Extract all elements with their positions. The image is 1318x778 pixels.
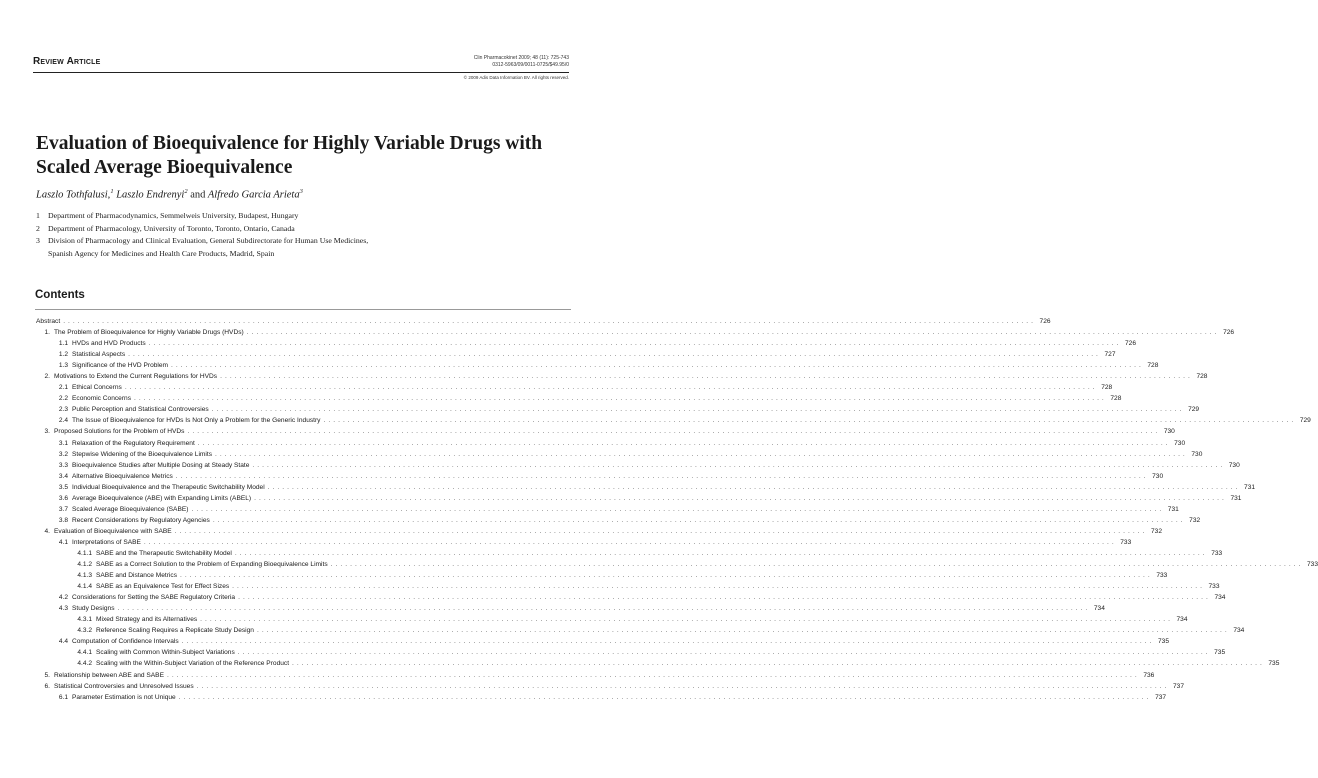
toc-entry-label: Statistical Aspects — [72, 351, 126, 359]
toc-entry-label: Public Perception and Statistical Controversies — [72, 406, 209, 414]
toc-dot-leader: . . . . . . . . . . . . . . . . . . . . . . . . . . . . . . . . . . . . . . . . . . . . . . . . . . . . . . . . . . . . . . . . . . . . . . . . . . . . . . . . . . . . . . . . . . . . . . . . . . . . . . . . . . . . . . . . . . . . . . . . . . . . . . . . . . . . . . . . . . . . . . . . . . . . . . . . . . . . . . . . . . . . . . . . . . . . . . . . . . . . . . . . . . . . . . . . . . . . . . . . — [187, 428, 1158, 436]
toc-dot-leader: . . . . . . . . . . . . . . . . . . . . . . . . . . . . . . . . . . . . . . . . . . . . . . . . . . . . . . . . . . . . . . . . . . . . . . . . . . . . . . . . . . . . . . . . . . . . . . . . . . . . . . . . . . . . . . . . . . . . . . . . . . . . . . . . . . . . . . . . . . . . . . . . . . . . . . . . . . . . . . . . . . . . . . . . . . . . . . . . . . . . . . . . . . . . . . . . . . . . . . . . — [175, 472, 1147, 480]
toc-entry-label: The Problem of Bioequivalence for Highly Variable Drugs (HVDs) — [54, 329, 244, 337]
toc-entry[interactable] — [36, 594, 1226, 605]
toc-entry-page: 736 — [1143, 671, 1155, 679]
toc-entry[interactable] — [36, 428, 1175, 439]
affiliation-text: Division of Pharmacology and Clinical Evaluation, General Subdirectorate for Human Use Medicines, — [48, 236, 369, 245]
toc-entry[interactable] — [36, 549, 1223, 561]
toc-entry-number: 4.1.4 — [77, 583, 92, 591]
toc-entry-number: 3.5 — [58, 483, 68, 491]
toc-entry[interactable] — [36, 461, 1240, 473]
toc-entry-number: 2.4 — [58, 417, 68, 425]
toc-entry[interactable] — [36, 583, 1220, 594]
toc-entry-number: 4.1.2 — [77, 561, 92, 569]
toc-entry-number: 4.1 — [58, 538, 68, 546]
author-name: Laszlo Tothfalusi, — [36, 189, 111, 201]
toc-dot-leader: . . . . . . . . . . . . . . . . . . . . . . . . . . . . . . . . . . . . . . . . . . . . . . . . . . . . . . . . . . . . . . . . . . . . . . . . . . . . . . . . . . . . . . . . . . . . . . . . . . . . . . . . . . . . . . . . . . . . . . . . . . . . . . . . . . . . . . . . . . . . . . . . . . . . . . . . . . . . . . . . . . . . . . . . . . . . . . . . . . . . . . . . . . . . . . . . . . . . . . . . — [180, 572, 1151, 580]
toc-entry[interactable] — [36, 538, 1132, 550]
affiliation-continuation — [36, 248, 576, 261]
toc-entry-label: Significance of the HVD Problem — [72, 362, 169, 370]
author-conjunction: and — [190, 189, 206, 201]
toc-entry-page: 726 — [1125, 340, 1137, 348]
toc-dot-leader: . . . . . . . . . . . . . . . . . . . . . . . . . . . . . . . . . . . . . . . . . . . . . . . . . . . . . . . . . . . . . . . . . . . . . . . . . . . . . . . . . . . . . . . . . . . . . . . . . . . . . . . . . . . . . . . . . . . . . . . . . . . . . . . . . . . . . . . . . . . . . . . . . . . . . . . . . . . . . . . . . . . . . . . . . . . . . . . . . . . . . . . . . . . . . . . . . . . . . . . . — [124, 384, 1096, 392]
section-label: Review Article — [33, 56, 101, 67]
toc-dot-leader: . . . . . . . . . . . . . . . . . . . . . . . . . . . . . . . . . . . . . . . . . . . . . . . . . . . . . . . . . . . . . . . . . . . . . . . . . . . . . . . . . . . . . . . . . . . . . . . . . . . . . . . . . . . . . . . . . . . . . . . . . . . . . . . . . . . . . . . . . . . . . . . . . . . . . . . . . . . . . . . . . . . . . . . . . . . . . . . . . . . . . . . . . . . . . . . . . . . . . . . . — [200, 616, 1171, 624]
toc-entry-page: 730 — [1191, 450, 1203, 458]
toc-dot-leader: . . . . . . . . . . . . . . . . . . . . . . . . . . . . . . . . . . . . . . . . . . . . . . . . . . . . . . . . . . . . . . . . . . . . . . . . . . . . . . . . . . . . . . . . . . . . . . . . . . . . . . . . . . . . . . . . . . . . . . . . . . . . . . . . . . . . . . . . . . . . . . . . . . . . . . . . . . . . . . . . . . . . . . . . . . . . . . . . . . . . . . . . . . . . . . . . . . . . . . . . — [134, 395, 1105, 403]
author-affiliation-mark: 2 — [184, 188, 188, 195]
toc-entry[interactable] — [36, 329, 1235, 340]
table-of-contents — [36, 318, 1318, 705]
toc-entry-page: 730 — [1174, 439, 1186, 447]
journal-citation — [474, 55, 569, 68]
toc-entry[interactable] — [36, 340, 1137, 351]
toc-entry-number: 1.3 — [58, 362, 68, 370]
toc-entry-page: 728 — [1196, 373, 1208, 381]
toc-entry-label: SABE and Distance Metrics — [96, 572, 177, 580]
toc-entry-number: 4.4.1 — [77, 649, 92, 657]
toc-dot-leader: . . . . . . . . . . . . . . . . . . . . . . . . . . . . . . . . . . . . . . . . . . . . . . . . . . . . . . . . . . . . . . . . . . . . . . . . . . . . . . . . . . . . . . . . . . . . . . . . . . . . . . . . . . . . . . . . . . . . . . . . . . . . . . . . . . . . . . . . . . . . . . . . . . . . . . . . . . . . . . . . . . . . . . . . . . . . . . . . . . . . . . . . . . . . . . . . . . . . . . . . — [191, 505, 1162, 513]
toc-dot-leader: . . . . . . . . . . . . . . . . . . . . . . . . . . . . . . . . . . . . . . . . . . . . . . . . . . . . . . . . . . . . . . . . . . . . . . . . . . . . . . . . . . . . . . . . . . . . . . . . . . . . . . . . . . . . . . . . . . . . . . . . . . . . . . . . . . . . . . . . . . . . . . . . . . . . . . . . . . . . . . . . . . . . . . . . . . . . . . . . . . . . . . . . . . . . . . . . . . . . . . . . — [117, 605, 1088, 613]
toc-entry-number: 2.3 — [58, 406, 68, 414]
journal-line: Clin Pharmacokinet 2009; 48 (11): 725-743 — [473, 55, 569, 61]
affiliation — [36, 210, 576, 223]
toc-entry-number: 3.1 — [58, 439, 68, 447]
copyright-notice: © 2009 Adis Data Information BV. All rights reserved. — [463, 75, 569, 80]
toc-dot-leader: . . . . . . . . . . . . . . . . . . . . . . . . . . . . . . . . . . . . . . . . . . . . . . . . . . . . . . . . . . . . . . . . . . . . . . . . . . . . . . . . . . . . . . . . . . . . . . . . . . . . . . . . . . . . . . . . . . . . . . . . . . . . . . . . . . . . . . . . . . . . . . . . . . . . . . . . . . . . . . . . . . . . . . . . . . . . . . . . . . . . . . . . . . . . . . . . . . . . . . . . — [252, 461, 1223, 469]
toc-entry-label: Recent Considerations by Regulatory Agencies — [72, 516, 210, 524]
toc-entry-label: Interpretations of SABE — [72, 538, 141, 546]
toc-entry-label: Individual Bioequivalence and the Therapeutic Switchability Model — [72, 483, 265, 491]
toc-entry-page: 731 — [1167, 505, 1179, 513]
contents-heading: Contents — [35, 289, 85, 301]
toc-entry-page: 733 — [1156, 572, 1168, 580]
toc-entry-label: Scaling with the Within-Subject Variation of the Reference Product — [96, 660, 290, 668]
toc-entry-label: Scaled Average Bioequivalence (SABE) — [72, 505, 189, 513]
toc-entry-page: 733 — [1120, 538, 1132, 546]
toc-entry-number: 6.1 — [58, 693, 68, 701]
toc-entry-number: 3.8 — [58, 516, 68, 524]
toc-dot-leader: . . . . . . . . . . . . . . . . . . . . . . . . . . . . . . . . . . . . . . . . . . . . . . . . . . . . . . . . . . . . . . . . . . . . . . . . . . . . . . . . . . . . . . . . . . . . . . . . . . . . . . . . . . . . . . . . . . . . . . . . . . . . . . . . . . . . . . . . . . . . . . . . . . . . . . . . . . . . . . . . . . . . . . . . . . . . . . . . . . . . . . . . . . . . . . . . . . . . . . . . — [197, 439, 1169, 447]
toc-dot-leader: . . . . . . . . . . . . . . . . . . . . . . . . . . . . . . . . . . . . . . . . . . . . . . . . . . . . . . . . . . . . . . . . . . . . . . . . . . . . . . . . . . . . . . . . . . . . . . . . . . . . . . . . . . . . . . . . . . . . . . . . . . . . . . . . . . . . . . . . . . . . . . . . . . . . . . . . . . . . . . . . . . . . . . . . . . . . . . . . . . . . . . . . . . . . . . . . . . . . . . . . — [330, 561, 1302, 569]
toc-entry-number: 4.1.1 — [77, 549, 92, 557]
toc-dot-leader: . . . . . . . . . . . . . . . . . . . . . . . . . . . . . . . . . . . . . . . . . . . . . . . . . . . . . . . . . . . . . . . . . . . . . . . . . . . . . . . . . . . . . . . . . . . . . . . . . . . . . . . . . . . . . . . . . . . . . . . . . . . . . . . . . . . . . . . . . . . . . . . . . . . . . . . . . . . . . . . . . . . . . . . . . . . . . . . . . . . . . . . . . . . . . . . . . . . . . . . . — [178, 693, 1150, 701]
author-name: Laszlo Endrenyi — [116, 189, 185, 201]
affiliation — [36, 223, 576, 236]
toc-dot-leader: . . . . . . . . . . . . . . . . . . . . . . . . . . . . . . . . . . . . . . . . . . . . . . . . . . . . . . . . . . . . . . . . . . . . . . . . . . . . . . . . . . . . . . . . . . . . . . . . . . . . . . . . . . . . . . . . . . . . . . . . . . . . . . . . . . . . . . . . . . . . . . . . . . . . . . . . . . . . . . . . . . . . . . . . . . . . . . . . . . . . . . . . . . . . . . . . . . . . . . . . — [323, 417, 1294, 425]
toc-entry-page: 728 — [1147, 362, 1159, 370]
toc-entry[interactable] — [36, 649, 1226, 660]
toc-entry-label: Mixed Strategy and its Alternatives — [96, 616, 198, 624]
toc-entry-number: 4.4.2 — [77, 660, 92, 668]
toc-entry-page: 734 — [1176, 616, 1188, 624]
affiliation-text: Spanish Agency for Medicines and Health Care Products, Madrid, Spain — [48, 248, 275, 258]
toc-entry-label: SABE as an Equivalence Test for Effect Sizes — [96, 583, 230, 591]
toc-entry-page: 728 — [1101, 384, 1113, 392]
toc-entry-page: 734 — [1233, 627, 1245, 635]
toc-dot-leader: . . . . . . . . . . . . . . . . . . . . . . . . . . . . . . . . . . . . . . . . . . . . . . . . . . . . . . . . . . . . . . . . . . . . . . . . . . . . . . . . . . . . . . . . . . . . . . . . . . . . . . . . . . . . . . . . . . . . . . . . . . . . . . . . . . . . . . . . . . . . . . . . . . . . . . . . . . . . . . . . . . . . . . . . . . . . . . . . . . . . . . . . . . . . . . . . . . . . . . . . — [234, 549, 1206, 557]
toc-entry[interactable] — [36, 472, 1164, 484]
toc-entry[interactable] — [36, 682, 1184, 694]
toc-entry-number: 4. — [44, 527, 50, 535]
toc-entry[interactable] — [36, 505, 1179, 517]
toc-entry-page: 729 — [1299, 417, 1311, 425]
toc-entry-number: 1.2 — [58, 351, 68, 359]
toc-entry-number: 3.6 — [58, 494, 68, 502]
toc-entry-label: Average Bioequivalence (ABE) with Expanding Limits (ABEL) — [72, 494, 252, 502]
affiliation-text: Department of Pharmacodynamics, Semmelweis University, Budapest, Hungary — [48, 211, 299, 220]
toc-entry[interactable] — [36, 483, 1256, 495]
affiliation-number: 3 — [36, 236, 40, 245]
toc-entry-label: Evaluation of Bioequivalence with SABE — [54, 527, 172, 535]
toc-entry-number: 2.1 — [58, 384, 68, 392]
toc-entry[interactable] — [36, 627, 1245, 638]
toc-entry[interactable] — [36, 671, 1155, 683]
toc-dot-leader: . . . . . . . . . . . . . . . . . . . . . . . . . . . . . . . . . . . . . . . . . . . . . . . . . . . . . . . . . . . . . . . . . . . . . . . . . . . . . . . . . . . . . . . . . . . . . . . . . . . . . . . . . . . . . . . . . . . . . . . . . . . . . . . . . . . . . . . . . . . . . . . . . . . . . . . . . . . . . . . . . . . . . . . . . . . . . . . . . . . . . . . . . . . . . . . . . . . . . . . . — [254, 494, 1225, 502]
toc-entry-number: 4.4 — [58, 638, 68, 646]
toc-entry[interactable] — [36, 693, 1167, 705]
toc-entry-page: 735 — [1268, 660, 1280, 668]
toc-dot-leader: . . . . . . . . . . . . . . . . . . . . . . . . . . . . . . . . . . . . . . . . . . . . . . . . . . . . . . . . . . . . . . . . . . . . . . . . . . . . . . . . . . . . . . . . . . . . . . . . . . . . . . . . . . . . . . . . . . . . . . . . . . . . . . . . . . . . . . . . . . . . . . . . . . . . . . . . . . . . . . . . . . . . . . . . . . . . . . . . . . . . . . . . . . . . . . . . . . . . . . . . — [128, 351, 1099, 359]
toc-entry-number: 4.3.1 — [77, 616, 92, 624]
toc-entry-number: 3.3 — [58, 461, 68, 469]
toc-entry-page: 735 — [1158, 638, 1170, 646]
toc-entry[interactable] — [36, 494, 1242, 506]
toc-entry-number: 2.2 — [58, 395, 68, 403]
toc-entry-page: 731 — [1244, 483, 1256, 491]
toc-entry[interactable] — [36, 660, 1280, 671]
toc-entry-number: 1.1 — [58, 340, 68, 348]
toc-entry-page: 733 — [1307, 561, 1318, 569]
toc-entry-label: Proposed Solutions for the Problem of HVDs — [54, 428, 185, 436]
toc-entry-page: 731 — [1230, 494, 1242, 502]
toc-entry[interactable] — [36, 516, 1201, 528]
toc-entry-label: Abstract — [36, 318, 61, 325]
toc-entry-label: Statistical Controversies and Unresolved Issues — [54, 682, 194, 690]
contents-divider — [35, 309, 571, 310]
toc-dot-leader: . . . . . . . . . . . . . . . . . . . . . . . . . . . . . . . . . . . . . . . . . . . . . . . . . . . . . . . . . . . . . . . . . . . . . . . . . . . . . . . . . . . . . . . . . . . . . . . . . . . . . . . . . . . . . . . . . . . . . . . . . . . . . . . . . . . . . . . . . . . . . . . . . . . . . . . . . . . . . . . . . . . . . . . . . . . . . . . . . . . . . . . . . . . . . . . . . . . . . . . . — [212, 516, 1184, 524]
toc-entry-label: Computation of Confidence Intervals — [72, 638, 179, 646]
toc-dot-leader: . . . . . . . . . . . . . . . . . . . . . . . . . . . . . . . . . . . . . . . . . . . . . . . . . . . . . . . . . . . . . . . . . . . . . . . . . . . . . . . . . . . . . . . . . . . . . . . . . . . . . . . . . . . . . . . . . . . . . . . . . . . . . . . . . . . . . . . . . . . . . . . . . . . . . . . . . . . . . . . . . . . . . . . . . . . . . . . . . . . . . . . . . . . . . . . . . . . . . . . . — [143, 538, 1115, 546]
toc-entry-page: 728 — [1110, 395, 1122, 403]
toc-entry-number: 4.3.2 — [77, 627, 92, 635]
toc-entry-page: 735 — [1214, 649, 1226, 657]
toc-entry[interactable] — [36, 638, 1170, 649]
toc-entry-number: 4.2 — [58, 594, 68, 602]
toc-entry-label: Scaling with Common Within-Subject Variations — [96, 649, 235, 657]
affiliation-text: Department of Pharmacology, University of Toronto, Toronto, Ontario, Canada — [48, 223, 295, 233]
toc-entry[interactable] — [36, 450, 1203, 462]
toc-entry[interactable] — [36, 395, 1122, 406]
toc-entry-number: 1. — [44, 329, 50, 337]
toc-entry-page: 732 — [1189, 516, 1201, 524]
toc-dot-leader: . . . . . . . . . . . . . . . . . . . . . . . . . . . . . . . . . . . . . . . . . . . . . . . . . . . . . . . . . . . . . . . . . . . . . . . . . . . . . . . . . . . . . . . . . . . . . . . . . . . . . . . . . . . . . . . . . . . . . . . . . . . . . . . . . . . . . . . . . . . . . . . . . . . . . . . . . . . . . . . . . . . . . . . . . . . . . . . . . . . . . . . . . . . . . . . . . . . . . . . . — [148, 340, 1120, 348]
toc-dot-leader: . . . . . . . . . . . . . . . . . . . . . . . . . . . . . . . . . . . . . . . . . . . . . . . . . . . . . . . . . . . . . . . . . . . . . . . . . . . . . . . . . . . . . . . . . . . . . . . . . . . . . . . . . . . . . . . . . . . . . . . . . . . . . . . . . . . . . . . . . . . . . . . . . . . . . . . . . . . . . . . . . . . . . . . . . . . . . . . . . . . . . . . . . . . . . . . . . . . . . . . . — [174, 527, 1146, 535]
toc-entry-number: 3. — [44, 428, 50, 436]
toc-entry[interactable] — [36, 439, 1186, 451]
toc-entry-number: 2. — [44, 373, 50, 381]
toc-entry-page: 732 — [1151, 527, 1163, 535]
toc-entry-label: Alternative Bioequivalence Metrics — [72, 472, 173, 480]
toc-entry[interactable] — [36, 417, 1311, 428]
toc-dot-leader: . . . . . . . . . . . . . . . . . . . . . . . . . . . . . . . . . . . . . . . . . . . . . . . . . . . . . . . . . . . . . . . . . . . . . . . . . . . . . . . . . . . . . . . . . . . . . . . . . . . . . . . . . . . . . . . . . . . . . . . . . . . . . . . . . . . . . . . . . . . . . . . . . . . . . . . . . . . . . . . . . . . . . . . . . . . . . . . . . . . . . . . . . . . . . . . . . . . . . . . . — [267, 483, 1239, 491]
toc-entry-label: SABE and the Therapeutic Switchability Model — [96, 549, 232, 557]
toc-entry-number: 3.4 — [58, 472, 68, 480]
toc-entry[interactable] — [36, 605, 1105, 616]
toc-entry-page: 730 — [1152, 472, 1164, 480]
affiliation-number: 1 — [36, 211, 40, 220]
toc-dot-leader: . . . . . . . . . . . . . . . . . . . . . . . . . . . . . . . . . . . . . . . . . . . . . . . . . . . . . . . . . . . . . . . . . . . . . . . . . . . . . . . . . . . . . . . . . . . . . . . . . . . . . . . . . . . . . . . . . . . . . . . . . . . . . . . . . . . . . . . . . . . . . . . . . . . . . . . . . . . . . . . . . . . . . . . . . . . . . . . . . . . . . . . . . . . . . . . . . . . . . . . . — [215, 450, 1186, 458]
toc-entry-label: HVDs and HVD Products — [72, 340, 146, 348]
author-list — [36, 188, 303, 201]
toc-dot-leader: . . . . . . . . . . . . . . . . . . . . . . . . . . . . . . . . . . . . . . . . . . . . . . . . . . . . . . . . . . . . . . . . . . . . . . . . . . . . . . . . . . . . . . . . . . . . . . . . . . . . . . . . . . . . . . . . . . . . . . . . . . . . . . . . . . . . . . . . . . . . . . . . . . . . . . . . . . . . . . . . . . . . . . . . . . . . . . . . . . . . . . . . . . . . . . . . . . . . . . . . — [238, 594, 1209, 602]
author-affiliation-mark: 3 — [299, 188, 303, 195]
toc-dot-leader: . . . . . . . . . . . . . . . . . . . . . . . . . . . . . . . . . . . . . . . . . . . . . . . . . . . . . . . . . . . . . . . . . . . . . . . . . . . . . . . . . . . . . . . . . . . . . . . . . . . . . . . . . . . . . . . . . . . . . . . . . . . . . . . . . . . . . . . . . . . . . . . . . . . . . . . . . . . . . . . . . . . . . . . . . . . . . . . . . . . . . . . . . . . . . . . . . . . . . . . . — [220, 373, 1191, 381]
toc-dot-leader: . . . . . . . . . . . . . . . . . . . . . . . . . . . . . . . . . . . . . . . . . . . . . . . . . . . . . . . . . . . . . . . . . . . . . . . . . . . . . . . . . . . . . . . . . . . . . . . . . . . . . . . . . . . . . . . . . . . . . . . . . . . . . . . . . . . . . . . . . . . . . . . . . . . . . . . . . . . . . . . . . . . . . . . . . . . . . . . . . . . . . . . . . . . . . . . . . . . . . . . . — [237, 649, 1209, 657]
toc-entry-page: 737 — [1172, 682, 1184, 690]
toc-entry-page: 733 — [1211, 549, 1223, 557]
toc-entry[interactable] — [36, 527, 1163, 539]
toc-entry-label: The Issue of Bioequivalence for HVDs Is Not Only a Problem for the Generic Industry — [72, 417, 321, 425]
toc-entry[interactable] — [36, 318, 1051, 329]
toc-dot-leader: . . . . . . . . . . . . . . . . . . . . . . . . . . . . . . . . . . . . . . . . . . . . . . . . . . . . . . . . . . . . . . . . . . . . . . . . . . . . . . . . . . . . . . . . . . . . . . . . . . . . . . . . . . . . . . . . . . . . . . . . . . . . . . . . . . . . . . . . . . . . . . . . . . . . . . . . . . . . . . . . . . . . . . . . . . . . . . . . . . . . . . . . . . . . . . . . . . . . . . . . — [232, 583, 1203, 591]
toc-entry-label: Study Designs — [72, 605, 115, 613]
toc-entry-label: Bioequivalence Studies after Multiple Dosing at Steady State — [72, 461, 250, 469]
toc-entry-label: Motivations to Extend the Current Regulations for HVDs — [54, 373, 218, 381]
toc-entry-label: Economic Concerns — [72, 395, 132, 403]
toc-dot-leader: . . . . . . . . . . . . . . . . . . . . . . . . . . . . . . . . . . . . . . . . . . . . . . . . . . . . . . . . . . . . . . . . . . . . . . . . . . . . . . . . . . . . . . . . . . . . . . . . . . . . . . . . . . . . . . . . . . . . . . . . . . . . . . . . . . . . . . . . . . . . . . . . . . . . . . . . . . . . . . . . . . . . . . . . . . . . . . . . . . . . . . . . . . . . . . . . . . . . . . . . — [211, 406, 1183, 414]
toc-entry-page: 730 — [1163, 428, 1175, 436]
affiliation-list — [36, 210, 576, 260]
author-name: Alfredo Garcia Arieta — [207, 189, 300, 201]
toc-dot-leader: . . . . . . . . . . . . . . . . . . . . . . . . . . . . . . . . . . . . . . . . . . . . . . . . . . . . . . . . . . . . . . . . . . . . . . . . . . . . . . . . . . . . . . . . . . . . . . . . . . . . . . . . . . . . . . . . . . . . . . . . . . . . . . . . . . . . . . . . . . . . . . . . . . . . . . . . . . . . . . . . . . . . . . . . . . . . . . . . . . . . . . . . . . . . . . . . . . . . . . . . — [181, 638, 1153, 646]
toc-entry-page: 730 — [1228, 461, 1240, 469]
toc-entry[interactable] — [36, 351, 1116, 362]
toc-entry-label: Stepwise Widening of the Bioequivalence Limits — [72, 450, 213, 458]
toc-entry-page: 734 — [1093, 605, 1105, 613]
toc-entry-label: Parameter Estimation is not Unique — [72, 693, 176, 701]
toc-dot-leader: . . . . . . . . . . . . . . . . . . . . . . . . . . . . . . . . . . . . . . . . . . . . . . . . . . . . . . . . . . . . . . . . . . . . . . . . . . . . . . . . . . . . . . . . . . . . . . . . . . . . . . . . . . . . . . . . . . . . . . . . . . . . . . . . . . . . . . . . . . . . . . . . . . . . . . . . . . . . . . . . . . . . . . . . . . . . . . . . . . . . . . . . . . . . . . . . . . . . . . . . — [63, 318, 1034, 325]
toc-entry[interactable] — [36, 384, 1113, 395]
running-header — [33, 52, 569, 73]
toc-entry[interactable] — [36, 373, 1208, 384]
toc-dot-leader: . . . . . . . . . . . . . . . . . . . . . . . . . . . . . . . . . . . . . . . . . . . . . . . . . . . . . . . . . . . . . . . . . . . . . . . . . . . . . . . . . . . . . . . . . . . . . . . . . . . . . . . . . . . . . . . . . . . . . . . . . . . . . . . . . . . . . . . . . . . . . . . . . . . . . . . . . . . . . . . . . . . . . . . . . . . . . . . . . . . . . . . . . . . . . . . . . . . . . . . . — [166, 671, 1138, 679]
toc-entry-number: 6. — [44, 682, 50, 690]
toc-entry-page: 737 — [1155, 693, 1167, 701]
toc-entry-label: Considerations for Setting the SABE Regulatory Criteria — [72, 594, 236, 602]
affiliation — [36, 235, 576, 248]
toc-entry[interactable] — [36, 561, 1318, 572]
toc-entry-label: Relaxation of the Regulatory Requirement — [72, 439, 195, 447]
toc-entry-number: 4.1.3 — [77, 572, 92, 580]
toc-entry-label: Relationship between ABE and SABE — [54, 671, 164, 679]
toc-entry-number: 5. — [44, 671, 50, 679]
toc-entry-number: 4.3 — [58, 605, 68, 613]
article-title: Evaluation of Bioequivalence for Highly Variable Drugs with Scaled Average Bioequivalence — [36, 133, 543, 178]
toc-entry-page: 727 — [1104, 351, 1116, 359]
toc-entry[interactable] — [36, 572, 1168, 583]
toc-entry-label: SABE as a Correct Solution to the Problem of Expanding Bioequivalence Limits — [96, 561, 328, 569]
toc-entry-number: 3.2 — [58, 450, 68, 458]
toc-entry[interactable] — [36, 406, 1200, 417]
toc-entry-page: 726 — [1223, 329, 1235, 337]
affiliation-number: 2 — [36, 223, 40, 233]
toc-dot-leader: . . . . . . . . . . . . . . . . . . . . . . . . . . . . . . . . . . . . . . . . . . . . . . . . . . . . . . . . . . . . . . . . . . . . . . . . . . . . . . . . . . . . . . . . . . . . . . . . . . . . . . . . . . . . . . . . . . . . . . . . . . . . . . . . . . . . . . . . . . . . . . . . . . . . . . . . . . . . . . . . . . . . . . . . . . . . . . . . . . . . . . . . . . . . . . . . . . . . . . . . — [196, 682, 1167, 690]
toc-entry-page: 726 — [1039, 318, 1051, 325]
toc-entry-page: 733 — [1208, 583, 1220, 591]
toc-dot-leader: . . . . . . . . . . . . . . . . . . . . . . . . . . . . . . . . . . . . . . . . . . . . . . . . . . . . . . . . . . . . . . . . . . . . . . . . . . . . . . . . . . . . . . . . . . . . . . . . . . . . . . . . . . . . . . . . . . . . . . . . . . . . . . . . . . . . . . . . . . . . . . . . . . . . . . . . . . . . . . . . . . . . . . . . . . . . . . . . . . . . . . . . . . . . . . . . . . . . . . . . — [292, 660, 1263, 668]
toc-entry-label: Reference Scaling Requires a Replicate Study Design — [96, 627, 254, 635]
toc-entry[interactable] — [36, 616, 1188, 627]
toc-dot-leader: . . . . . . . . . . . . . . . . . . . . . . . . . . . . . . . . . . . . . . . . . . . . . . . . . . . . . . . . . . . . . . . . . . . . . . . . . . . . . . . . . . . . . . . . . . . . . . . . . . . . . . . . . . . . . . . . . . . . . . . . . . . . . . . . . . . . . . . . . . . . . . . . . . . . . . . . . . . . . . . . . . . . . . . . . . . . . . . . . . . . . . . . . . . . . . . . . . . . . . . . — [256, 627, 1228, 635]
toc-dot-leader: . . . . . . . . . . . . . . . . . . . . . . . . . . . . . . . . . . . . . . . . . . . . . . . . . . . . . . . . . . . . . . . . . . . . . . . . . . . . . . . . . . . . . . . . . . . . . . . . . . . . . . . . . . . . . . . . . . . . . . . . . . . . . . . . . . . . . . . . . . . . . . . . . . . . . . . . . . . . . . . . . . . . . . . . . . . . . . . . . . . . . . . . . . . . . . . . . . . . . . . . — [246, 329, 1218, 337]
toc-entry-number: 3.7 — [58, 505, 68, 513]
toc-dot-leader: . . . . . . . . . . . . . . . . . . . . . . . . . . . . . . . . . . . . . . . . . . . . . . . . . . . . . . . . . . . . . . . . . . . . . . . . . . . . . . . . . . . . . . . . . . . . . . . . . . . . . . . . . . . . . . . . . . . . . . . . . . . . . . . . . . . . . . . . . . . . . . . . . . . . . . . . . . . . . . . . . . . . . . . . . . . . . . . . . . . . . . . . . . . . . . . . . . . . . . . . — [171, 362, 1142, 370]
journal-line: 0312-5963/09/0011-0725/$49.95/0 — [492, 61, 569, 68]
toc-entry-page: 734 — [1214, 594, 1226, 602]
toc-entry-page: 729 — [1188, 406, 1200, 414]
toc-entry-label: Ethical Concerns — [72, 384, 122, 392]
author-affiliation-mark: 1 — [110, 188, 114, 195]
toc-entry[interactable] — [36, 362, 1159, 373]
